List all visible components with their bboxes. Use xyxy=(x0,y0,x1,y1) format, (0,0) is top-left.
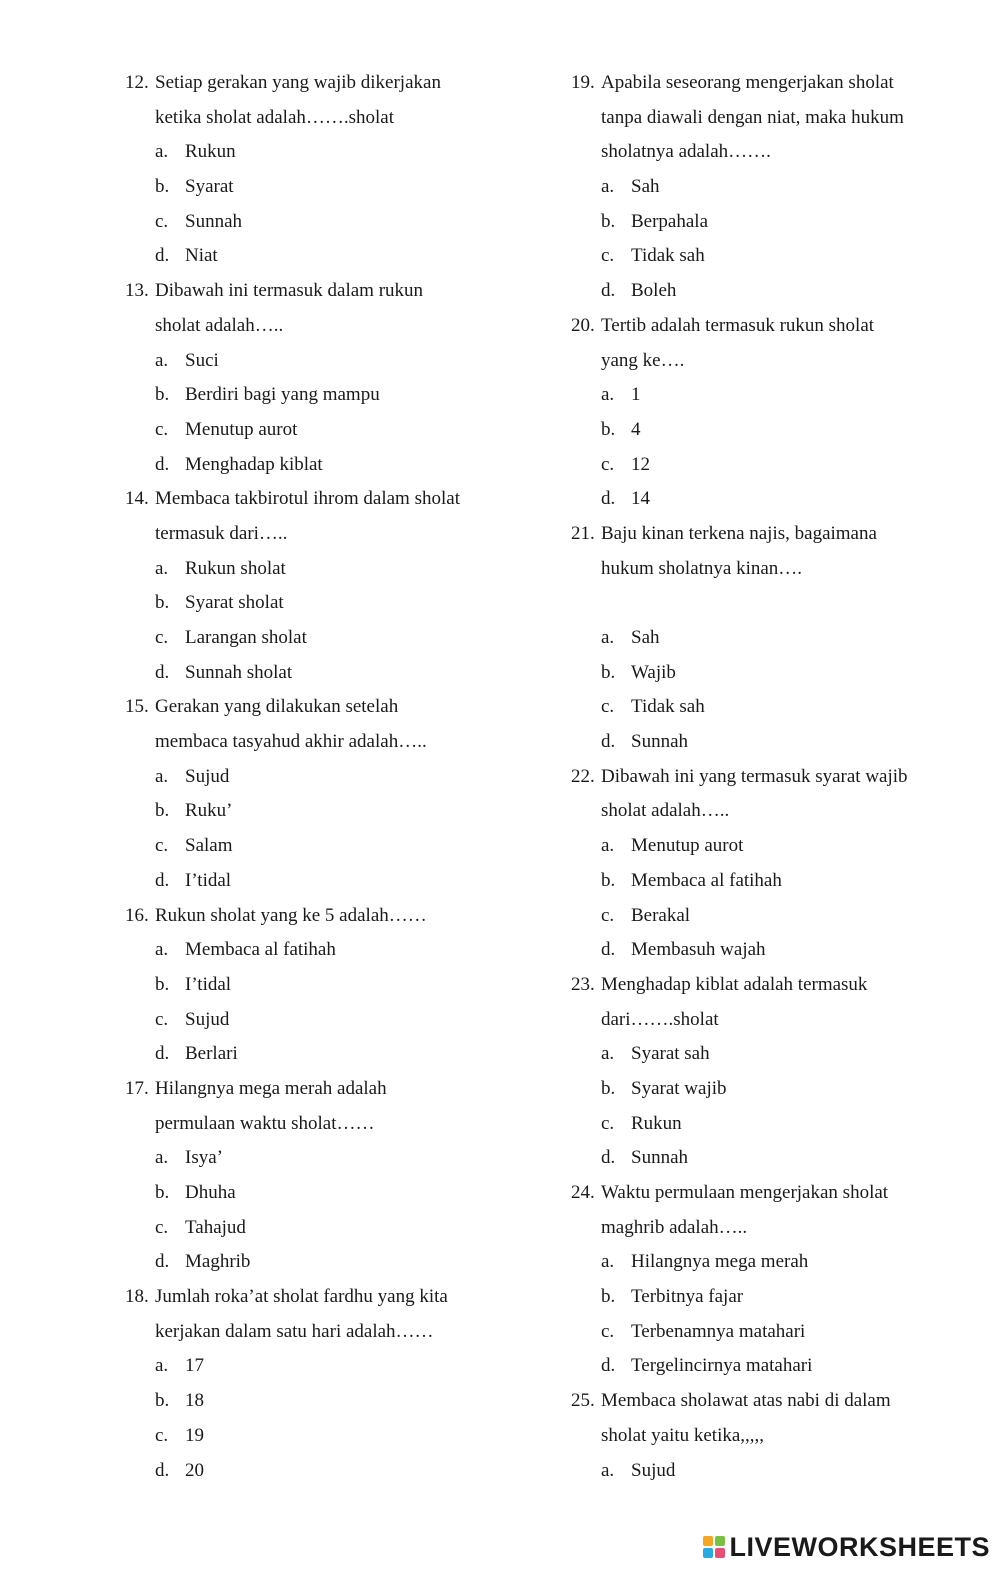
option-letter: b. xyxy=(601,661,616,683)
option-letter: b. xyxy=(155,384,170,406)
question-stem-line xyxy=(571,309,971,344)
option-text: Dhuha xyxy=(185,1182,236,1203)
question-text: sholat yaitu ketika,,,,, xyxy=(601,1424,765,1446)
option-letter: c. xyxy=(155,1008,169,1030)
option-letter: d. xyxy=(601,1147,616,1169)
option-letter: b. xyxy=(601,1077,616,1099)
answer-option[interactable] xyxy=(125,760,545,795)
option-text: Sunnah xyxy=(631,731,688,753)
question-stem-line xyxy=(125,899,545,934)
option-text: Membasuh wajah xyxy=(631,939,766,961)
question-item xyxy=(571,968,971,1176)
option-text: Salam xyxy=(185,835,233,857)
question-text: Apabila seseorang mengerjakan sholat xyxy=(601,72,894,93)
question-text: membaca tasyahud akhir adalah….. xyxy=(155,731,427,753)
option-text: Syarat sah xyxy=(631,1043,710,1065)
option-text: 14 xyxy=(631,488,650,510)
option-letter: a. xyxy=(601,1459,615,1481)
answer-option[interactable] xyxy=(125,239,545,274)
option-letter: c. xyxy=(601,1320,615,1342)
option-letter: b. xyxy=(601,210,616,232)
question-text: Baju kinan terkena najis, bagaimana xyxy=(601,522,877,544)
answer-option[interactable] xyxy=(571,933,971,968)
option-text: Membaca al fatihah xyxy=(631,869,782,891)
option-letter: c. xyxy=(155,835,169,857)
question-text: Hilangnya mega merah adalah xyxy=(155,1077,387,1099)
answer-option[interactable] xyxy=(125,864,545,899)
liveworksheets-logo-icon xyxy=(703,1536,725,1558)
answer-option[interactable] xyxy=(571,1349,971,1384)
option-letter: a. xyxy=(601,627,615,648)
option-text: I’tidal xyxy=(185,869,232,891)
answer-option[interactable] xyxy=(125,344,545,379)
option-text: Sunnah sholat xyxy=(185,661,293,683)
answer-option[interactable] xyxy=(571,621,971,656)
option-text: Berdiri bagi yang mampu xyxy=(185,384,380,406)
option-letter: b. xyxy=(601,869,616,891)
liveworksheets-logo xyxy=(703,1530,990,1564)
option-text: 12 xyxy=(631,453,650,475)
answer-option[interactable] xyxy=(125,378,545,413)
question-number: 12. xyxy=(125,72,149,93)
option-letter: c. xyxy=(155,1424,169,1446)
question-number: 25. xyxy=(571,1390,595,1412)
option-text: Tidak sah xyxy=(631,245,705,267)
question-number: 23. xyxy=(571,973,595,995)
question-text: Gerakan yang dilakukan setelah xyxy=(155,696,399,718)
option-letter: d. xyxy=(155,661,170,683)
question-item xyxy=(125,66,545,274)
question-item xyxy=(125,1280,545,1488)
answer-option[interactable] xyxy=(125,794,545,829)
option-text: Wajib xyxy=(631,661,676,683)
question-stem-line xyxy=(125,1072,545,1107)
option-text: Berakal xyxy=(631,904,691,926)
option-text: 20 xyxy=(185,1459,204,1481)
option-letter: a. xyxy=(155,1147,169,1169)
option-text: Syarat wajib xyxy=(631,1077,727,1099)
option-text: Sujud xyxy=(631,1459,676,1481)
question-text: Menghadap kiblat adalah termasuk xyxy=(601,973,868,995)
option-letter: a. xyxy=(601,176,615,198)
answer-option[interactable] xyxy=(125,656,545,691)
option-letter: a. xyxy=(155,765,169,787)
question-item xyxy=(125,1072,545,1280)
option-text: Suci xyxy=(185,349,219,371)
question-text: hukum sholatnya kinan…. xyxy=(601,557,803,579)
option-text: Sujud xyxy=(185,1008,230,1030)
question-item xyxy=(125,690,545,898)
option-text: Sujud xyxy=(185,765,230,787)
question-text: sholat adalah….. xyxy=(601,800,730,822)
question-number: 19. xyxy=(571,72,595,93)
question-item xyxy=(125,482,545,690)
answer-option[interactable] xyxy=(125,448,545,483)
option-text: Menghadap kiblat xyxy=(185,453,323,475)
answer-option[interactable] xyxy=(125,135,545,170)
question-stem-line xyxy=(125,1280,545,1315)
option-letter: d. xyxy=(155,1043,170,1065)
question-text: Membaca sholawat atas nabi di dalam xyxy=(601,1390,891,1412)
question-item xyxy=(571,1176,971,1384)
answer-option[interactable] xyxy=(571,899,971,934)
question-text: Jumlah roka’at sholat fardhu yang kita xyxy=(155,1286,448,1308)
answer-option[interactable] xyxy=(571,1037,971,1072)
option-letter: d. xyxy=(155,1251,170,1273)
question-stem-line xyxy=(125,690,545,725)
answer-option[interactable] xyxy=(125,586,545,621)
option-letter: c. xyxy=(601,696,615,718)
answer-option[interactable] xyxy=(125,1419,545,1454)
option-text: Sunnah xyxy=(185,210,242,232)
question-number: 22. xyxy=(571,765,595,787)
question-stem-line xyxy=(571,1384,971,1419)
option-text: Hilangnya mega merah xyxy=(631,1251,809,1273)
question-text: Tertib adalah termasuk rukun sholat xyxy=(601,314,875,336)
option-text: Isya’ xyxy=(185,1147,223,1169)
option-text: 1 xyxy=(631,384,641,406)
option-letter: c. xyxy=(155,418,169,440)
question-item xyxy=(571,1384,971,1488)
option-letter: a. xyxy=(155,349,169,371)
liveworksheets-brand-text: LIVEWORKSHEETS xyxy=(729,1531,990,1562)
option-text: Rukun sholat xyxy=(185,557,286,579)
question-item xyxy=(571,66,971,309)
option-text: Sunnah xyxy=(631,1147,688,1169)
logo-square xyxy=(703,1548,713,1558)
option-text: Sah xyxy=(631,176,660,198)
option-letter: d. xyxy=(601,1355,616,1377)
option-letter: b. xyxy=(155,176,170,198)
question-text: termasuk dari….. xyxy=(155,522,288,544)
question-text: Rukun sholat yang ke 5 adalah…… xyxy=(155,904,427,926)
option-text: Berpahala xyxy=(631,210,709,232)
answer-option[interactable] xyxy=(571,378,971,413)
question-text: dari…….sholat xyxy=(601,1008,719,1030)
answer-option[interactable] xyxy=(571,1245,971,1280)
option-text: Berlari xyxy=(185,1043,238,1065)
question-text: maghrib adalah….. xyxy=(601,1216,748,1238)
question-text: Dibawah ini yang termasuk syarat wajib xyxy=(601,765,908,787)
option-letter: c. xyxy=(155,210,169,232)
question-stem-line xyxy=(571,1176,971,1211)
option-text: Tidak sah xyxy=(631,696,705,718)
answer-option[interactable] xyxy=(571,448,971,483)
option-text: Menutup aurot xyxy=(185,418,298,440)
answer-option[interactable] xyxy=(571,1315,971,1350)
question-item xyxy=(571,309,971,517)
answer-option[interactable] xyxy=(125,1454,545,1489)
option-text: Niat xyxy=(185,245,218,267)
option-letter: d. xyxy=(155,869,170,891)
answer-option[interactable] xyxy=(571,274,971,309)
answer-option[interactable] xyxy=(571,864,971,899)
option-letter: b. xyxy=(155,592,170,614)
option-letter: d. xyxy=(155,1459,170,1481)
option-text: Tahajud xyxy=(185,1216,246,1238)
answer-option[interactable] xyxy=(571,239,971,274)
option-letter: c. xyxy=(601,904,615,926)
option-letter: a. xyxy=(155,939,169,961)
answer-option[interactable] xyxy=(125,1037,545,1072)
question-number: 21. xyxy=(571,522,595,544)
option-letter: c. xyxy=(601,245,615,267)
question-text: Setiap gerakan yang wajib dikerjakan xyxy=(155,72,441,93)
answer-option[interactable] xyxy=(571,725,971,760)
blank-line xyxy=(571,586,971,621)
option-letter: a. xyxy=(601,1251,615,1273)
option-letter: d. xyxy=(601,280,616,302)
question-stem-line xyxy=(125,274,545,309)
question-number: 16. xyxy=(125,904,149,926)
question-text: Dibawah ini termasuk dalam rukun xyxy=(155,280,424,302)
option-letter: d. xyxy=(155,245,170,267)
option-letter: a. xyxy=(155,1355,169,1377)
question-number: 24. xyxy=(571,1182,595,1203)
option-letter: c. xyxy=(155,627,169,648)
question-number: 17. xyxy=(125,1077,149,1099)
question-text: permulaan waktu sholat…… xyxy=(155,1112,375,1134)
question-item xyxy=(125,899,545,1072)
answer-option[interactable] xyxy=(571,656,971,691)
option-letter: c. xyxy=(155,1216,169,1238)
option-text: Rukun xyxy=(631,1112,682,1134)
answer-option[interactable] xyxy=(571,205,971,240)
question-number: 13. xyxy=(125,280,149,302)
answer-option[interactable] xyxy=(125,1141,545,1176)
option-text: Menutup aurot xyxy=(631,835,744,857)
logo-square xyxy=(715,1536,725,1546)
option-text: 18 xyxy=(185,1390,204,1412)
question-text: Waktu permulaan mengerjakan sholat xyxy=(601,1182,889,1203)
answer-option[interactable] xyxy=(125,1245,545,1280)
answer-option[interactable] xyxy=(125,933,545,968)
answer-option[interactable] xyxy=(125,1003,545,1038)
option-text: I’tidal xyxy=(185,973,232,995)
question-text: sholat adalah….. xyxy=(155,314,284,336)
answer-option[interactable] xyxy=(571,1280,971,1315)
answer-option[interactable] xyxy=(571,1107,971,1142)
question-number: 14. xyxy=(125,488,149,510)
option-letter: b. xyxy=(155,1182,170,1203)
option-text: Sah xyxy=(631,627,660,648)
answer-option[interactable] xyxy=(125,1349,545,1384)
answer-option[interactable] xyxy=(125,968,545,1003)
answer-option[interactable] xyxy=(125,621,545,656)
answer-option[interactable] xyxy=(125,1211,545,1246)
answer-option[interactable] xyxy=(571,413,971,448)
option-letter: d. xyxy=(155,453,170,475)
option-letter: d. xyxy=(601,488,616,510)
question-stem-line xyxy=(571,968,971,1003)
option-letter: c. xyxy=(601,453,615,475)
option-letter: b. xyxy=(601,1286,616,1308)
answer-option[interactable] xyxy=(571,690,971,725)
answer-option[interactable] xyxy=(125,829,545,864)
question-text: Membaca takbirotul ihrom dalam sholat xyxy=(155,488,460,510)
answer-option[interactable] xyxy=(571,829,971,864)
question-stem-line xyxy=(125,66,545,101)
option-letter: b. xyxy=(155,973,170,995)
option-text: Rukun xyxy=(185,141,236,163)
option-letter: a. xyxy=(601,384,615,406)
question-text: kerjakan dalam satu hari adalah…… xyxy=(155,1320,434,1342)
right-question-column xyxy=(571,66,971,1488)
option-text: Boleh xyxy=(631,280,677,302)
option-letter: a. xyxy=(155,141,169,163)
option-letter: b. xyxy=(601,418,616,440)
question-text: tanpa diawali dengan niat, maka hukum xyxy=(601,106,904,128)
option-letter: c. xyxy=(601,1112,615,1134)
option-letter: a. xyxy=(155,557,169,579)
option-text: 4 xyxy=(631,418,641,440)
answer-option[interactable] xyxy=(571,170,971,205)
option-text: Maghrib xyxy=(185,1251,251,1273)
option-text: 17 xyxy=(185,1355,204,1377)
answer-option[interactable] xyxy=(125,552,545,587)
option-text: Syarat sholat xyxy=(185,592,284,614)
option-text: Membaca al fatihah xyxy=(185,939,336,961)
option-text: 19 xyxy=(185,1424,204,1446)
answer-option[interactable] xyxy=(571,1141,971,1176)
question-text: ketika sholat adalah…….sholat xyxy=(155,106,395,128)
option-letter: a. xyxy=(601,835,615,857)
question-stem-line xyxy=(571,760,971,795)
option-letter: b. xyxy=(155,1390,170,1412)
answer-option[interactable] xyxy=(571,482,971,517)
question-item xyxy=(571,517,971,760)
option-text: Terbitnya fajar xyxy=(631,1286,744,1308)
question-item xyxy=(571,760,971,968)
answer-option[interactable] xyxy=(571,1454,971,1489)
option-text: Larangan sholat xyxy=(185,627,307,648)
question-stem-line xyxy=(125,482,545,517)
question-stem-line xyxy=(571,517,971,552)
question-stem-line xyxy=(571,66,971,101)
logo-square xyxy=(715,1548,725,1558)
option-text: Ruku’ xyxy=(185,800,233,822)
question-number: 18. xyxy=(125,1286,149,1308)
answer-option[interactable] xyxy=(125,1176,545,1211)
question-text: yang ke…. xyxy=(601,349,685,371)
logo-square xyxy=(703,1536,713,1546)
question-number: 15. xyxy=(125,696,149,718)
left-question-column xyxy=(125,66,545,1488)
option-letter: d. xyxy=(601,731,616,753)
answer-option[interactable] xyxy=(125,170,545,205)
option-letter: b. xyxy=(155,800,170,822)
question-item xyxy=(125,274,545,482)
question-number: 20. xyxy=(571,314,595,336)
option-text: Syarat xyxy=(185,176,234,198)
answer-option[interactable] xyxy=(125,205,545,240)
answer-option[interactable] xyxy=(571,1072,971,1107)
option-text: Terbenamnya matahari xyxy=(631,1320,806,1342)
answer-option[interactable] xyxy=(125,413,545,448)
question-text: sholatnya adalah……. xyxy=(601,141,771,163)
option-text: Tergelincirnya matahari xyxy=(631,1355,813,1377)
option-letter: a. xyxy=(601,1043,615,1065)
answer-option[interactable] xyxy=(125,1384,545,1419)
option-letter: d. xyxy=(601,939,616,961)
